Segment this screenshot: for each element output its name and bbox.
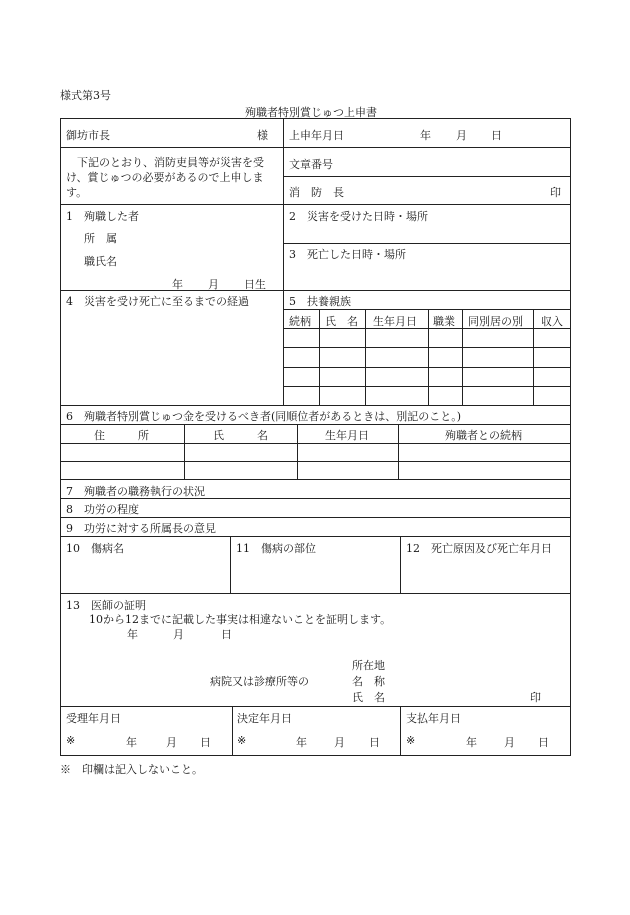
cert-day: 日 — [221, 628, 232, 641]
section2-heading: 2 災害を受けた日時・場所 — [289, 210, 428, 223]
table-rule — [400, 536, 401, 593]
intro-text-line2: け、賞じゅつの必要があるので上申しま — [66, 171, 264, 184]
name-label: 職氏名 — [84, 255, 117, 268]
table-rule — [283, 367, 571, 368]
beneficiary-col-address: 住 所 — [94, 429, 149, 442]
hospital-location-label: 所在地 — [352, 659, 385, 672]
table-rule — [61, 706, 571, 707]
decision-date-month: 月 — [334, 736, 345, 749]
cert-month: 月 — [173, 628, 184, 641]
payment-date-mark: ※ — [406, 734, 416, 747]
footer-note: ※ 印欄は記入しないこと。 — [60, 763, 203, 776]
addressee: 御坊市長 — [66, 129, 110, 142]
decision-date-day: 日 — [369, 736, 380, 749]
table-rule — [283, 309, 571, 310]
addressee-honorific: 様 — [257, 129, 268, 142]
table-rule — [61, 593, 571, 594]
table-rule — [61, 479, 571, 480]
fire-chief-label: 消 防 長 — [289, 186, 344, 199]
form-title: 殉職者特別賞じゅつ上申書 — [245, 106, 377, 119]
table-rule — [398, 424, 399, 479]
report-date-label: 上申年月日 — [289, 129, 344, 142]
section5-heading: 5 扶養親族 — [289, 295, 351, 308]
beneficiary-col-name: 氏 名 — [213, 429, 268, 442]
section8-heading: 8 功労の程度 — [66, 503, 139, 516]
table-rule — [61, 204, 571, 205]
section3-heading: 3 死亡した日時・場所 — [289, 248, 406, 261]
form-number: 様式第3号 — [60, 89, 111, 102]
received-date-mark: ※ — [66, 734, 76, 747]
dependents-col-occupation: 職業 — [433, 315, 455, 328]
table-rule — [283, 386, 571, 387]
decision-date-label: 決定年月日 — [237, 712, 292, 725]
table-rule — [61, 290, 571, 291]
section12-heading: 12 死亡原因及び死亡年月日 — [406, 542, 552, 555]
table-rule — [61, 147, 571, 148]
beneficiary-col-relation: 殉職者との続柄 — [445, 429, 522, 442]
cert-year: 年 — [127, 628, 138, 641]
doctor-seal: 印 — [530, 691, 541, 704]
certification-statement: 10から12までに記載した事実は相違ないことを証明します。 — [89, 613, 392, 626]
birth-month: 月 — [208, 278, 219, 291]
received-date-day: 日 — [200, 736, 211, 749]
section7-heading: 7 殉職者の職務執行の状況 — [66, 485, 205, 498]
section4-heading: 4 災害を受け死亡に至るまでの経過 — [66, 295, 249, 308]
section6-heading: 6 殉職者特別賞じゅつ金を受けるべき者(同順位者があるときは、別記のこと。) — [66, 410, 462, 423]
table-rule — [400, 706, 401, 755]
payment-date-day: 日 — [538, 736, 549, 749]
report-date-day: 日 — [491, 129, 502, 142]
table-rule — [462, 309, 463, 405]
dependents-col-name: 氏 名 — [325, 315, 358, 328]
decision-date-mark: ※ — [237, 734, 247, 747]
table-rule — [61, 405, 571, 406]
section1-heading: 1 殉職した者 — [66, 210, 139, 223]
dependents-col-cohabitation: 同別居の別 — [468, 315, 523, 328]
report-date-month: 月 — [456, 129, 467, 142]
beneficiary-col-birthdate: 生年月日 — [325, 429, 369, 442]
table-rule — [61, 461, 571, 462]
table-rule — [230, 536, 231, 593]
hospital-label: 病院又は診療所等の — [210, 675, 309, 688]
table-rule — [283, 243, 571, 244]
received-date-year: 年 — [126, 736, 137, 749]
table-rule — [283, 347, 571, 348]
table-rule — [319, 309, 320, 405]
received-date-month: 月 — [166, 736, 177, 749]
dependents-col-relation: 続柄 — [289, 315, 311, 328]
section11-heading: 11 傷病の部位 — [236, 542, 316, 555]
table-rule — [232, 706, 233, 755]
section9-heading: 9 功労に対する所属長の意見 — [66, 522, 216, 535]
received-date-label: 受理年月日 — [66, 712, 121, 725]
table-rule — [428, 309, 429, 405]
document-number-label: 文章番号 — [289, 158, 333, 171]
decision-date-year: 年 — [296, 736, 307, 749]
payment-date-year: 年 — [466, 736, 477, 749]
intro-text-line3: す。 — [66, 186, 88, 199]
dependents-col-income: 収入 — [541, 315, 563, 328]
fire-chief-seal: 印 — [550, 186, 561, 199]
payment-date-label: 支払年月日 — [406, 712, 461, 725]
table-rule — [61, 443, 571, 444]
table-rule — [61, 536, 571, 537]
hospital-name-label: 名 称 — [352, 675, 385, 688]
doctor-name-label: 氏 名 — [352, 691, 385, 704]
birth-year: 年 — [172, 278, 183, 291]
affiliation-label: 所 属 — [84, 232, 117, 245]
table-rule — [365, 309, 366, 405]
birth-day: 日生 — [244, 278, 266, 291]
table-rule — [61, 424, 571, 425]
dependents-col-birthdate: 生年月日 — [373, 315, 417, 328]
table-rule — [283, 119, 284, 405]
intro-text-line1: 下記のとおり、消防吏員等が災害を受 — [77, 156, 264, 169]
section10-heading: 10 傷病名 — [66, 542, 124, 555]
report-date-year: 年 — [420, 129, 431, 142]
table-rule — [283, 176, 571, 177]
table-rule — [61, 517, 571, 518]
section13-heading: 13 医師の証明 — [66, 599, 146, 612]
payment-date-month: 月 — [504, 736, 515, 749]
table-rule — [297, 424, 298, 479]
table-rule — [533, 309, 534, 405]
table-rule — [184, 424, 185, 479]
